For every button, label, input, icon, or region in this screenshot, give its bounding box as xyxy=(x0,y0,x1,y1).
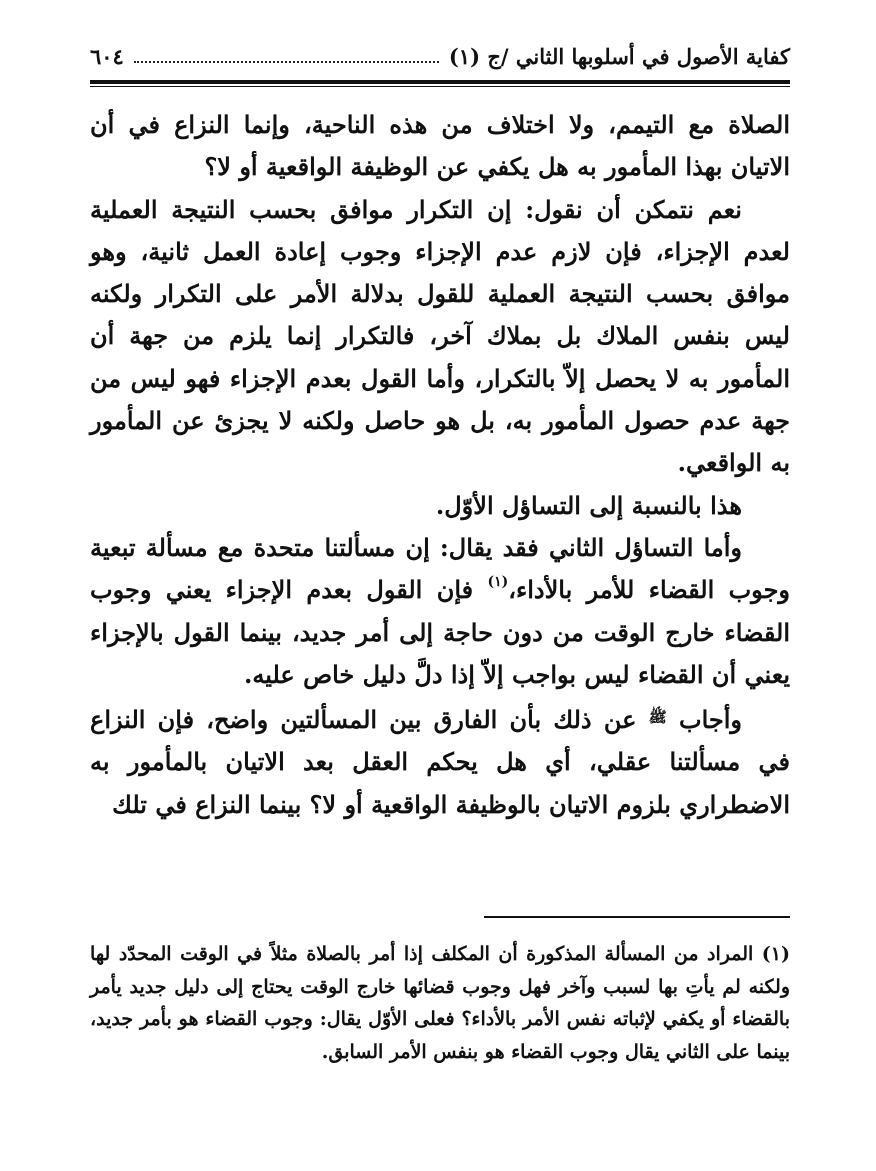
honorific-glyph: ﷺ xyxy=(648,708,667,727)
paragraph-4-part-2: فإن القول بعدم الإجزاء يعني وجوب القضاء خارج الوقت من دون حاجة إلى أمر جديد، بينما القول بالإجزاء يعني أن القضاء ليس بواجب إلاّ إذا دلَّ دليل خاص عليه. xyxy=(90,575,790,689)
paragraph-4-part-1: وأما التساؤل الثاني فقد يقال: إن مسألتنا متحدة مع مسألة تبعية وجوب القضاء للأمر بالأداء، xyxy=(90,532,791,605)
paragraph-4 xyxy=(90,527,790,696)
paragraph-2: نعم نتمكن أن نقول: إن التكرار موافق بحسب النتيجة العملية لعدم الإجزاء، فإن لازم عدم الإجزاء وجوب إعادة العمل ثانية، وهو موافق بحسب النتيجة العملية للقول بدلالة الأمر على التكرار ولكنه ليس بنفس الملاك بل بملاك آخر، فالتكرار إنما يلزم من جهة أن المأمور به لا يحصل إلاّ بالتكرار، وأما القول بعدم الإجزاء فهو ليس من جهة عدم حصول المأمور به، بل هو حاصل ولكنه لا يجزئ عن المأمور به الواقعي. xyxy=(90,194,791,478)
footnote-1: (١) المراد من المسألة المذكورة أن المكلف إذا أمر بالصلاة مثلاً في الوقت المحدّد لها ولكنه لم يأتِ بها لسبب وآخر فهل وجوب قضائها خارج الوقت يحتاج إلى دليل جديد يأمر بالقضاء أو يكفي لإثباته نفس الأمر بالأداء؟ فعلى الأوّل يقال: وجوب القضاء هو بأمر جديد، بينما على الثاني يقال وجوب القضاء هو بنفس الأمر السابق. xyxy=(90,943,790,1063)
running-header xyxy=(90,36,790,76)
paragraph-5-part-2: عن ذلك بأن الفارق بين المسألتين واضح، فإن النزاع في مسألتنا عقلي، أي هل يحكم العقل بعد الاتيان بالمأمور به الاضطراري بلزوم الاتيان بالوظيفة الواقعية أو لا؟ بينما النزاع في تلك xyxy=(90,705,790,819)
paragraph-3: هذا بالنسبة إلى التساؤل الأوّل. xyxy=(435,490,742,520)
header-leader-dots xyxy=(134,61,439,63)
header-rule xyxy=(90,80,790,87)
footnote-separator xyxy=(484,916,790,918)
paragraph-1: الصلاة مع التيمم، ولا اختلاف من هذه الناحية، وإنما النزاع في أن الاتيان بهذا المأمور به هل يكفي عن الوظيفة الواقعية أو لا؟ xyxy=(90,110,790,182)
running-title: كفاية الأصول في أسلوبها الثاني /ج (١) xyxy=(448,43,790,69)
footnote-reference: (١) xyxy=(487,574,509,591)
main-text xyxy=(90,104,790,826)
paragraph-5-part-1: وأجاب xyxy=(666,705,743,735)
page-number: ٦٠٤ xyxy=(90,43,124,69)
footnotes xyxy=(90,938,790,1068)
paragraph-5 xyxy=(90,696,790,826)
